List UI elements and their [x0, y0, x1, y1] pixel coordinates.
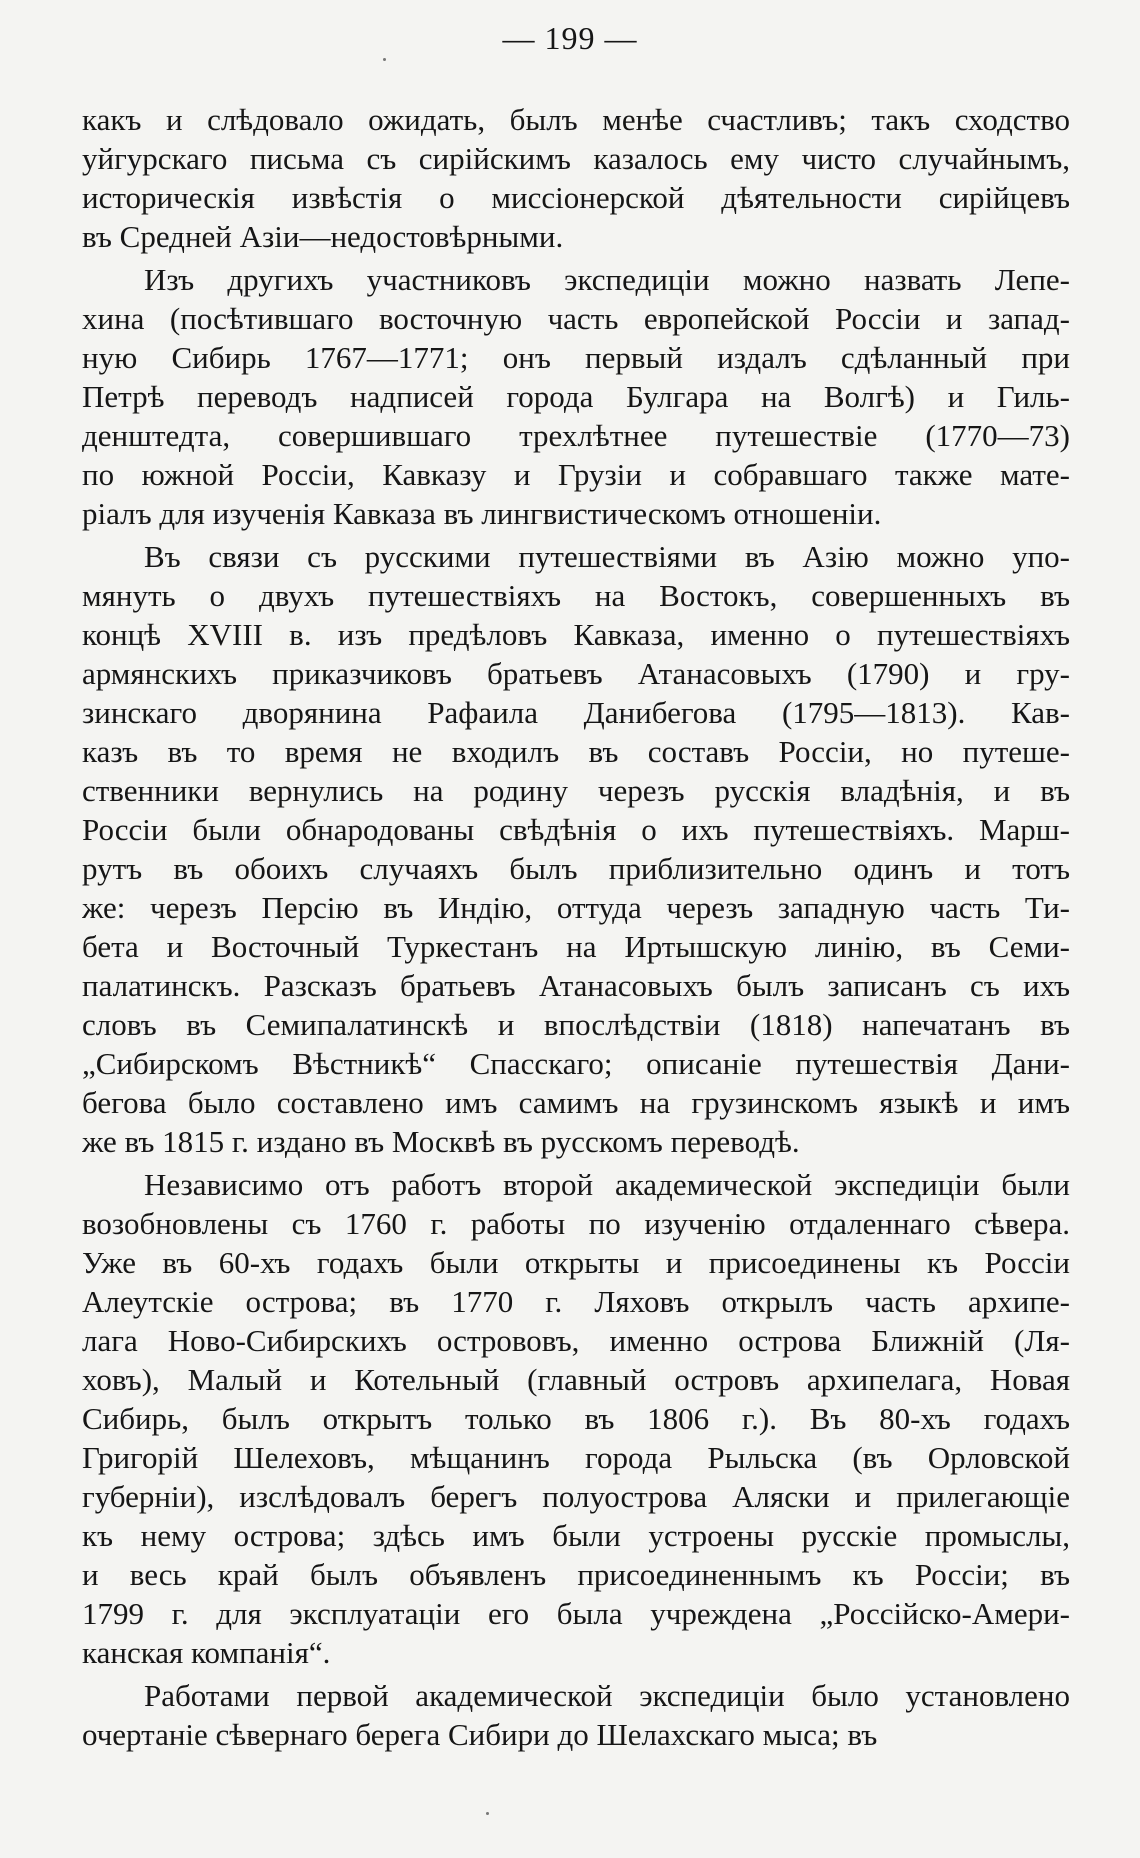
text-line: губерніи), изслѣдовалъ берегъ полуострова Аляски и прилегающіе	[82, 1479, 1070, 1514]
text-line: Россіи были обнародованы свѣдѣнія о ихъ путешествіяхъ. Марш-	[82, 812, 1070, 847]
text-line: бета и Восточный Туркестанъ на Иртышскую линію, въ Семи-	[82, 929, 1070, 964]
text-line: по южной Россіи, Кавказу и Грузіи и собравшаго также мате-	[82, 457, 1070, 492]
text-line: рутъ въ обоихъ случаяхъ былъ приблизительно одинъ и тотъ	[82, 851, 1070, 886]
text-line: историческія извѣстія о миссіонерской дѣятельности сирійцевъ	[82, 180, 1070, 215]
text-line: уйгурскаго письма съ сирійскимъ казалось ему чисто случайнымъ,	[82, 141, 1070, 176]
paragraph	[82, 1676, 1070, 1754]
text-line: концѣ XVIII в. изъ предѣловъ Кавказа, именно о путешествіяхъ	[82, 617, 1070, 652]
text-line: Уже въ 60-хъ годахъ были открыты и присоединены къ Россіи	[82, 1245, 1070, 1280]
text-line: хина (посѣтившаго восточную часть европейской Россіи и запад-	[82, 301, 1070, 336]
text-line: бегова было составлено имъ самимъ на грузинскомъ языкѣ и имъ	[82, 1085, 1070, 1120]
text-line: же: черезъ Персію въ Индію, оттуда черезъ западную часть Ти-	[82, 890, 1070, 925]
text-line: очертаніе сѣвернаго берега Сибири до Шелахскаго мыса; въ	[82, 1717, 878, 1752]
text-line: ріалъ для изученія Кавказа въ лингвистическомъ отношеніи.	[82, 496, 882, 531]
body-text	[82, 100, 1070, 1754]
text-line: ственники вернулись на родину черезъ русскія владѣнія, и въ	[82, 773, 1070, 808]
text-line: Въ связи съ русскими путешествіями въ Азію можно упо-	[144, 539, 1070, 574]
page-number: — 199 —	[502, 20, 638, 56]
text-line: какъ и слѣдовало ожидать, былъ менѣе счастливъ; такъ сходство	[82, 102, 1070, 137]
text-line: ховъ), Малый и Котельный (главный островъ архипелага, Новая	[82, 1362, 1070, 1397]
paragraph	[82, 100, 1070, 256]
text-line: Петрѣ переводъ надписей города Булгара на Волгѣ) и Гиль-	[82, 379, 1070, 414]
text-line: Сибирь, былъ открытъ только въ 1806 г.). Въ 80-хъ годахъ	[82, 1401, 1070, 1436]
paragraph	[82, 1165, 1070, 1672]
text-line: лага Ново-Сибирскихъ острововъ, именно острова Ближній (Ля-	[82, 1323, 1070, 1358]
text-line: мянуть о двухъ путешествіяхъ на Востокъ, совершенныхъ въ	[82, 578, 1070, 613]
text-line: же въ 1815 г. издано въ Москвѣ въ русскомъ переводѣ.	[82, 1124, 800, 1159]
text-line: въ Средней Азіи—недостовѣрными.	[82, 219, 564, 254]
text-line: къ нему острова; здѣсь имъ были устроены русскіе промыслы,	[82, 1518, 1070, 1553]
paragraph	[82, 537, 1070, 1161]
text-line: Работами первой академической экспедиціи было установлено	[144, 1678, 1070, 1713]
text-line: канская компанія“.	[82, 1635, 331, 1670]
text-line: словъ въ Семипалатинскѣ и впослѣдствіи (1818) напечатанъ въ	[82, 1007, 1070, 1042]
text-line: казъ въ то время не входилъ въ составъ Россіи, но путеше-	[82, 734, 1070, 769]
text-line: Изъ другихъ участниковъ экспедиціи можно назвать Лепе-	[144, 262, 1070, 297]
text-line: 1799 г. для эксплуатаціи его была учреждена „Россійско-Амери-	[82, 1596, 1070, 1631]
text-line: ную Сибирь 1767—1771; онъ первый издалъ сдѣланный при	[82, 340, 1070, 375]
text-line: Григорій Шелеховъ, мѣщанинъ города Рыльска (въ Орловской	[82, 1440, 1070, 1475]
paragraph	[82, 260, 1070, 533]
text-line: зинскаго дворянина Рафаила Данибегова (1795—1813). Кав-	[82, 695, 1070, 730]
text-line: и весь край былъ объявленъ присоединеннымъ къ Россіи; въ	[82, 1557, 1070, 1592]
scan-speck	[486, 1812, 489, 1815]
text-line: „Сибирскомъ Вѣстникѣ“ Спасскаго; описаніе путешествія Дани-	[82, 1046, 1070, 1081]
text-line: Алеутскіе острова; въ 1770 г. Ляховъ открылъ часть архипе-	[82, 1284, 1070, 1319]
text-line: армянскихъ приказчиковъ братьевъ Атанасовыхъ (1790) и гру-	[82, 656, 1070, 691]
text-line: возобновлены съ 1760 г. работы по изученію отдаленнаго сѣвера.	[82, 1206, 1070, 1241]
scan-speck	[383, 58, 386, 61]
text-line: палатинскъ. Разсказъ братьевъ Атанасовыхъ былъ записанъ съ ихъ	[82, 968, 1070, 1003]
text-line: Независимо отъ работъ второй академической экспедиціи были	[144, 1167, 1070, 1202]
text-line: денштедта, совершившаго трехлѣтнее путешествіе (1770—73)	[82, 418, 1070, 453]
